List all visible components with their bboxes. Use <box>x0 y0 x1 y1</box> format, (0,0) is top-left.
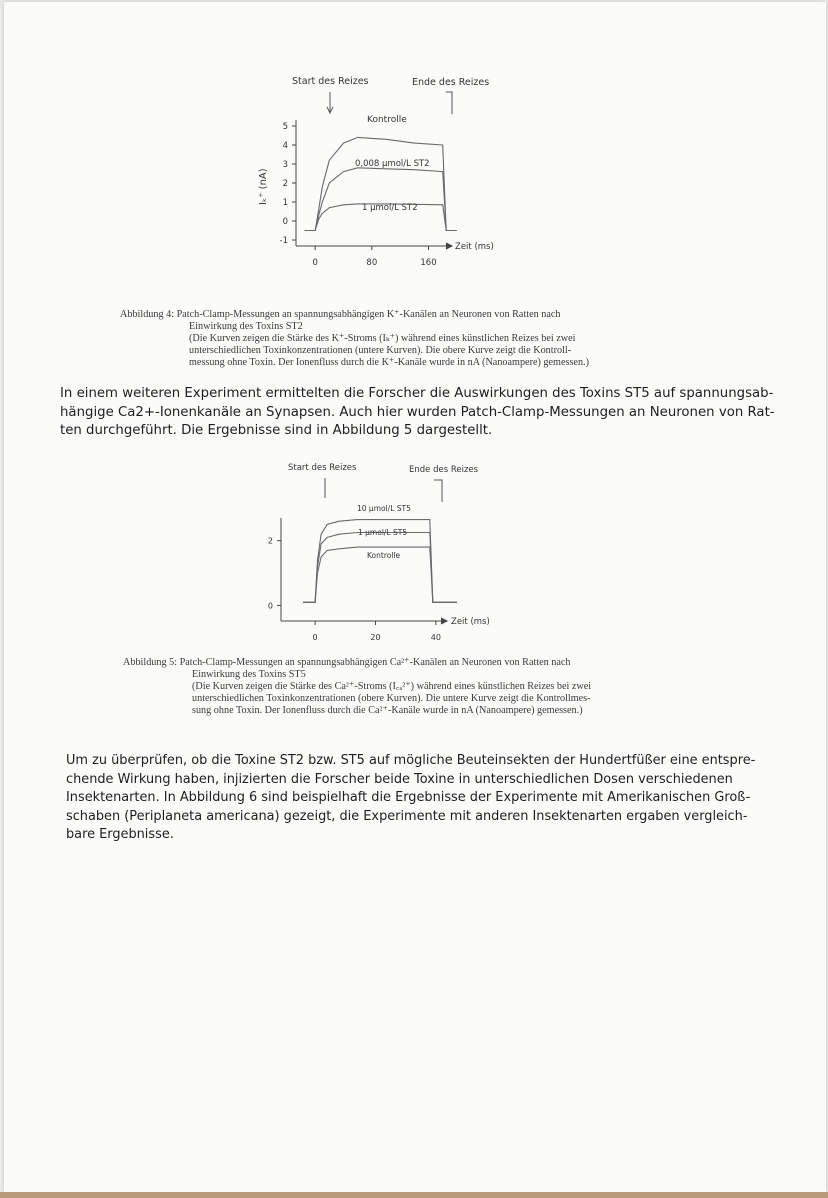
fig5-start-label: Start des Reizes <box>288 463 357 473</box>
caption-line: messung ohne Toxin. Der Ionenfluss durch die K⁺-Kanäle wurde in nA (Nanoampere) gemessen.) <box>189 357 589 368</box>
paragraph-line: ten durchgeführt. Die Ergebnisse sind in Abbildung 5 dargestellt. <box>60 423 493 438</box>
fig5-end-bracket <box>434 480 442 502</box>
x-tick-label: 40 <box>430 633 441 642</box>
y-tick-label: 2 <box>267 536 273 546</box>
fig4-label-mid: 0,008 µmol/L ST2 <box>355 159 430 169</box>
figure-4-chart <box>0 0 828 300</box>
fig5-end-label: Ende des Reizes <box>409 465 479 475</box>
paragraph-line: hängige Ca2+-Ionenkanäle an Synapsen. Auch hier wurden Patch-Clamp-Messungen an Neuronen von Rat- <box>60 404 775 420</box>
fig5-label-high: 10 µmol/L ST5 <box>357 504 411 513</box>
caption-line: unterschiedlichen Toxinkonzentrationen (obere Kurven). Die untere Kurve zeigt die Kontrollmes- <box>192 693 591 704</box>
x-tick-label: 80 <box>366 258 378 268</box>
fig4-label-control: Kontrolle <box>367 115 407 125</box>
y-tick-label: 0 <box>267 601 273 611</box>
page-edge <box>0 1192 828 1198</box>
paragraph-line: schaben (Periplaneta americana) gezeigt, die Experimente mit anderen Insektenarten ergaben vergleich- <box>66 808 748 824</box>
paragraph-line: bare Ergebnisse. <box>66 827 174 842</box>
fig5-y-ticks <box>268 537 281 611</box>
fig5-label-mid: 1 µmol/L ST5 <box>358 528 408 537</box>
paragraph-line: Um zu überprüfen, ob die Toxine ST2 bzw. ST5 auf mögliche Beuteinsekten der Hundertfüßer eine entspre- <box>66 753 756 768</box>
paragraph-experiment-st5 <box>60 385 775 441</box>
fig4-start-label: Start des Reizes <box>292 76 369 87</box>
y-tick-label: -1 <box>279 236 288 246</box>
paragraph-line: In einem weiteren Experiment ermittelten die Forscher die Auswirkungen des Toxins ST5 auf spannungsab- <box>60 386 774 401</box>
fig5-x-ticks <box>313 621 441 642</box>
caption-line: unterschiedlichen Toxinkonzentrationen (untere Kurven). Die obere Kurve zeigt die Kontroll- <box>189 345 572 356</box>
fig4-curves <box>305 137 457 230</box>
fig5-x-axis <box>281 618 447 624</box>
fig4-y-axis-label: Iₖ⁺ (nA) <box>258 168 269 205</box>
caption-line: Einwirkung des Toxins ST2 <box>189 321 303 332</box>
figure-4-caption <box>120 309 589 369</box>
fig5-x-axis-label: Zeit (ms) <box>451 617 490 627</box>
caption-line: (Die Kurven zeigen die Stärke des K⁺-Stroms (Iₖ⁺) während eines künstlichen Reizes bei zwei <box>189 333 576 344</box>
x-tick-label: 160 <box>420 258 437 268</box>
caption-line: (Die Kurven zeigen die Stärke des Ca²⁺-Stroms (I꜀ₐ²⁺) während eines künstlichen Reizes bei zwei <box>192 681 592 692</box>
x-tick-label: 0 <box>312 258 318 268</box>
fig4-x-axis-label: Zeit (ms) <box>455 242 494 252</box>
figure-5-caption <box>123 657 591 717</box>
y-tick-label: 0 <box>282 217 288 227</box>
caption-line: Abbildung 4: Patch-Clamp-Messungen an spannungsabhängigen K⁺-Kanälen an Neuronen von Ratten nach <box>120 309 561 320</box>
caption-line: Einwirkung des Toxins ST5 <box>192 669 306 680</box>
fig4-x-ticks <box>312 246 436 268</box>
y-tick-label: 2 <box>282 179 288 189</box>
fig4-end-bracket <box>446 92 452 114</box>
caption-line: Abbildung 5: Patch-Clamp-Messungen an spannungsabhängigen Ca²⁺-Kanälen an Neuronen von Ratten nach <box>123 657 571 668</box>
series-line-1 <box>305 137 457 230</box>
paragraph-insect-experiment <box>66 752 755 845</box>
x-tick-label: 0 <box>312 633 318 642</box>
fig5-label-control: Kontrolle <box>367 551 401 560</box>
y-tick-label: 1 <box>282 198 288 208</box>
x-tick-label: 20 <box>370 633 381 642</box>
figure-5-chart <box>0 450 828 650</box>
fig4-end-label: Ende des Reizes <box>412 77 490 88</box>
y-tick-label: 4 <box>282 141 288 151</box>
fig4-y-ticks <box>280 122 296 246</box>
series-line-2 <box>305 168 457 231</box>
paragraph-line: Insektenarten. In Abbildung 6 sind beispielhaft die Ergebnisse der Experimente mit Amerikanischen Groß- <box>66 790 751 805</box>
fig4-label-low: 1 µmol/L ST2 <box>362 203 418 213</box>
paragraph-line: chende Wirkung haben, injizierten die Forscher beide Toxine in unterschiedlichen Dosen verschiedenen <box>66 771 733 787</box>
y-tick-label: 5 <box>282 122 288 132</box>
series-line-2 <box>303 533 457 603</box>
caption-line: sung ohne Toxin. Der Ionenfluss durch die Ca²⁺-Kanäle wurde in nA (Nanoampere) gemessen.) <box>192 705 583 716</box>
y-tick-label: 3 <box>282 160 288 170</box>
